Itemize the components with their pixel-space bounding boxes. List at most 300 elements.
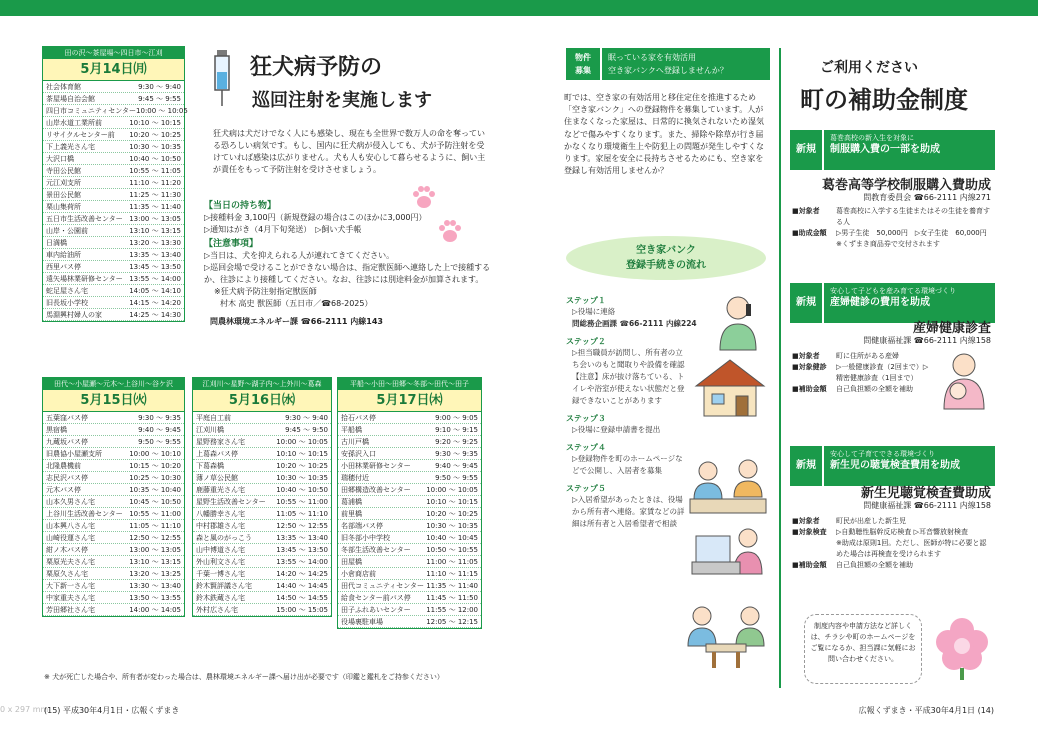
venue-time: 13:00 ～ 13:05 bbox=[129, 215, 181, 223]
venue-time: 13:00 ～ 13:05 bbox=[129, 546, 181, 554]
schedule-row bbox=[43, 520, 184, 532]
venue-time: 10:30 ～ 10:35 bbox=[426, 522, 478, 530]
subsidy-title: 葛巻高等学校制服購入費助成 bbox=[821, 178, 991, 193]
flower-mascot-icon bbox=[930, 612, 994, 682]
detail-row bbox=[792, 351, 932, 362]
subsidy-header bbox=[824, 446, 995, 486]
rabies-subtitle: 巡回注射を実施します bbox=[252, 90, 432, 111]
akiya-title-line: 空き家バンクへ登録しませんか？ bbox=[608, 66, 728, 75]
venue-name: 旧農協小屋瀬支所 bbox=[46, 450, 102, 458]
venue-name: 元木バス停 bbox=[46, 486, 81, 494]
detail-key: ■対象者 bbox=[792, 352, 820, 360]
schedule-row bbox=[43, 117, 184, 129]
akiya-bank-badge bbox=[566, 236, 766, 280]
venue-name: 平船橋 bbox=[341, 426, 362, 434]
schedule-may17 bbox=[337, 377, 482, 629]
venue-time: 14:20 ～ 14:25 bbox=[276, 570, 328, 578]
subsidy-subline: 安心して子育てできる環境づくり bbox=[830, 450, 935, 458]
akiya-title bbox=[602, 48, 770, 80]
venue-time: 10:20 ～ 10:25 bbox=[426, 510, 478, 518]
schedule-row bbox=[43, 273, 184, 285]
detail-row bbox=[792, 560, 992, 571]
venue-name: 山岸・公園前 bbox=[46, 227, 88, 235]
venue-name: 九蔵坂バス停 bbox=[46, 438, 88, 446]
venue-name: 鹿藤重光さん宅 bbox=[196, 486, 245, 494]
schedule-row bbox=[193, 460, 331, 472]
schedule-row bbox=[43, 165, 184, 177]
venue-name: 鈴木賢評議さん宅 bbox=[196, 582, 252, 590]
bank-line: 空き家バンク bbox=[636, 245, 696, 256]
venue-time: 10:00 ～ 10:05 bbox=[136, 107, 188, 115]
schedule-row bbox=[338, 484, 481, 496]
venue-time: 13:45 ～ 13:50 bbox=[129, 263, 181, 271]
schedule-row bbox=[193, 580, 331, 592]
footer-right: 広報くずまき・平成30年4月1日 (14) bbox=[858, 706, 994, 715]
venue-name: 鈴木鉄蔵さん宅 bbox=[196, 594, 245, 602]
venue-name: 黒宿橋 bbox=[46, 426, 67, 434]
venue-time: 9:10 ～ 9:15 bbox=[435, 426, 478, 434]
subsidy-heading: 町の補助金制度 bbox=[800, 86, 968, 114]
venue-name: 旧長坂小学校 bbox=[46, 299, 88, 307]
note-item: ▷巡回会場で受けることができない場合は、指定獣医師へ連絡した上で接種するか、往診により接種してください。なお、往診には別途料金が加算されます。 bbox=[204, 263, 491, 284]
venue-time: 10:15 ～ 10:20 bbox=[129, 462, 181, 470]
route-header: 江刈川～星野～湖子内～上外川～葛森 bbox=[193, 378, 331, 390]
detail-key: ■対象健診 bbox=[792, 363, 827, 371]
venue-name: 社会体育館 bbox=[46, 83, 81, 91]
detail-value: 自己負担額の全額を補助 bbox=[836, 561, 913, 569]
venue-name: 中家重夫さん宅 bbox=[46, 594, 95, 602]
venue-time: 11:55 ～ 12:00 bbox=[426, 606, 478, 614]
venue-time: 13:10 ～ 13:15 bbox=[129, 227, 181, 235]
schedule-may16 bbox=[192, 377, 332, 617]
venue-time: 11:05 ～ 11:10 bbox=[129, 522, 181, 530]
venue-name: 瑞穂付近 bbox=[341, 474, 369, 482]
venue-time: 9:50 ～ 9:55 bbox=[435, 474, 478, 482]
new-badge: 新規 bbox=[790, 130, 822, 170]
schedule-row bbox=[43, 568, 184, 580]
detail-row bbox=[792, 538, 992, 560]
venue-time: 10:55 ～ 11:00 bbox=[129, 510, 181, 518]
venue-name: 古川戸橋 bbox=[341, 438, 369, 446]
schedule-row bbox=[43, 213, 184, 225]
venue-time: 10:10 ～ 10:15 bbox=[426, 498, 478, 506]
venue-name: 山本興八さん宅 bbox=[46, 522, 95, 530]
schedule-row bbox=[193, 532, 331, 544]
venue-name: 寺田公民館 bbox=[46, 167, 81, 175]
schedule-row bbox=[193, 496, 331, 508]
venue-name: 平庭自工前 bbox=[196, 414, 231, 422]
venue-name: 志民沢バス停 bbox=[46, 474, 88, 482]
bank-line: 登録手続きの流れ bbox=[626, 260, 706, 271]
venue-time: 12:05 ～ 12:15 bbox=[426, 618, 478, 626]
subsidy-contact: 問健康福祉課 ☎66-2111 内線158 bbox=[863, 336, 991, 345]
schedule-row bbox=[193, 544, 331, 556]
step-label: ステップ５ bbox=[566, 484, 606, 493]
detail-value: 葛巻高校に入学する生徒またはその生徒を養育する人 bbox=[836, 207, 990, 226]
schedule-may14 bbox=[42, 46, 188, 322]
route-header: 田代～小屋瀬～元木～上谷川～谷ケ沢 bbox=[43, 378, 184, 390]
venue-name: 前里橋 bbox=[341, 510, 362, 518]
schedule-row bbox=[338, 424, 481, 436]
venue-time: 14:25 ～ 14:30 bbox=[129, 311, 181, 319]
mother-baby-illustration bbox=[936, 349, 992, 411]
top-bar bbox=[0, 0, 1038, 16]
venue-time: 9:50 ～ 9:55 bbox=[138, 438, 181, 446]
venue-time: 13:30 ～ 13:40 bbox=[129, 582, 181, 590]
schedule-row bbox=[338, 412, 481, 424]
detail-key: ■助成金額 bbox=[792, 229, 827, 237]
step-3 bbox=[566, 413, 686, 436]
step-2 bbox=[566, 336, 686, 407]
akiya-tag-line: 募集 bbox=[575, 66, 591, 75]
step-body: ▷役場に登録申請書を提出 bbox=[572, 425, 661, 434]
venue-time: 15:00 ～ 15:05 bbox=[276, 606, 328, 614]
schedule-row bbox=[43, 141, 184, 153]
detail-key: ■対象検査 bbox=[792, 528, 827, 536]
venue-time: 13:35 ～ 13:40 bbox=[276, 534, 328, 542]
subsidy-postnatal bbox=[790, 283, 995, 433]
subsidy-details bbox=[792, 206, 992, 250]
subsidy-header bbox=[824, 130, 995, 170]
venue-name: 小倉商店前 bbox=[341, 570, 376, 578]
detail-value: ▷一般健康診査（2回まで）▷精密健康診査（1回まで） bbox=[836, 363, 929, 382]
schedule-row bbox=[338, 436, 481, 448]
schedule-row bbox=[193, 424, 331, 436]
syringe-icon bbox=[205, 48, 239, 108]
schedule-rows bbox=[43, 81, 188, 321]
venue-name: 五葉窪バス停 bbox=[46, 414, 88, 422]
venue-name: 田子ふれあいセンター bbox=[341, 606, 411, 614]
schedule-row bbox=[43, 472, 184, 484]
schedule-row bbox=[43, 412, 184, 424]
venue-name: 給食センター前バス停 bbox=[341, 594, 411, 602]
subsidy-hearing bbox=[790, 446, 995, 606]
venue-name: 馬淵興村婦人の家 bbox=[46, 311, 102, 319]
venue-time: 10:20 ～ 10:25 bbox=[129, 131, 181, 139]
venue-name: 五日市生活改善センター bbox=[46, 215, 123, 223]
schedule-row bbox=[43, 544, 184, 556]
schedule-rows bbox=[338, 412, 481, 628]
venue-name: 星野務家さん宅 bbox=[196, 438, 245, 446]
schedule-row bbox=[43, 177, 184, 189]
schedule-row bbox=[43, 496, 184, 508]
venue-name: リサイクルセンター前 bbox=[46, 131, 115, 139]
schedule-row bbox=[43, 604, 184, 616]
venue-name: 上葛森バス停 bbox=[196, 450, 238, 458]
venue-time: 10:20 ～ 10:25 bbox=[276, 462, 328, 470]
venue-name: 安孫沢入口 bbox=[341, 450, 376, 458]
subsidy-details bbox=[792, 351, 932, 395]
subsidy-contact: 問教育委員会 ☎66-2111 内線271 bbox=[863, 193, 991, 202]
venue-name: 森と風のがっこう bbox=[196, 534, 252, 542]
rabies-intro: 狂犬病は犬だけでなく人にも感染し、現在も全世界で数万人の命を奪っている恐ろしい病気です。もし、国内に狂犬病が侵入しても、犬が予防注射を受けていれば感染は広がりません。犬も人も安心して暮らせるように、飼い主が責任をもって予防注射を受けさせましょう。 bbox=[213, 129, 486, 174]
note-item: 村木 高史 獣医師（五日市／☎68-2025） bbox=[220, 299, 373, 308]
venue-time: 13:35 ～ 13:40 bbox=[129, 251, 181, 259]
venue-name: 蛇足屋さん宅 bbox=[46, 287, 88, 295]
venue-name: 栗山集荷所 bbox=[46, 203, 81, 211]
rabies-title: 狂犬病予防の bbox=[250, 55, 383, 80]
venue-time: 10:40 ～ 10:50 bbox=[129, 155, 181, 163]
venue-time: 13:55 ～ 14:00 bbox=[129, 275, 181, 283]
venue-time: 14:15 ～ 14:20 bbox=[129, 299, 181, 307]
step-body: ▷入居希望があったときは、役場から所有者へ連絡。家賃などの詳細は所有者と入居希望者で相談 bbox=[572, 495, 685, 528]
schedule-row bbox=[193, 484, 331, 496]
column-divider bbox=[779, 48, 781, 688]
venue-time: 9:45 ～ 9:55 bbox=[138, 95, 181, 103]
schedule-row bbox=[193, 520, 331, 532]
info-bubble: 制度内容や申請方法など詳しくは、チラシや町のホームページをご覧になるか、担当課に気軽にお問い合わせください。 bbox=[804, 614, 922, 684]
akiya-tag-line: 物件 bbox=[575, 53, 591, 62]
venue-time: 9:00 ～ 9:05 bbox=[435, 414, 478, 422]
venue-name: 紺ノ木バス停 bbox=[46, 546, 88, 554]
schedule-row bbox=[193, 604, 331, 616]
venue-name: 日満橋 bbox=[46, 239, 67, 247]
schedule-row bbox=[338, 556, 481, 568]
venue-time: 11:35 ～ 11:40 bbox=[426, 582, 478, 590]
venue-time: 11:10 ～ 11:15 bbox=[426, 570, 478, 578]
detail-row bbox=[792, 516, 992, 527]
venue-time: 13:50 ～ 13:55 bbox=[129, 594, 181, 602]
schedule-row bbox=[43, 297, 184, 309]
schedule-row bbox=[193, 592, 331, 604]
route-header: 田の沢～茶屋場～四日市～江刈 bbox=[43, 47, 184, 59]
new-badge: 新規 bbox=[790, 283, 822, 323]
venue-name: 中村郡雄さん宅 bbox=[196, 522, 245, 530]
venue-time: 14:40 ～ 14:45 bbox=[276, 582, 328, 590]
venue-time: 10:30 ～ 10:35 bbox=[276, 474, 328, 482]
venue-name: 西里バス停 bbox=[46, 263, 81, 271]
schedule-row bbox=[338, 592, 481, 604]
venue-time: 12:50 ～ 12:55 bbox=[276, 522, 328, 530]
step-5 bbox=[566, 483, 686, 530]
venue-time: 14:00 ～ 14:05 bbox=[129, 606, 181, 614]
rabies-footnote: ※ 犬が死亡した場合や、所有者が変わった場合は、農林環境エネルギー課へ届け出が必要です（印鑑と鑑札をご持参ください） bbox=[44, 673, 444, 681]
venue-time: 14:05 ～ 14:10 bbox=[129, 287, 181, 295]
detail-row bbox=[792, 206, 992, 228]
schedule-date: 5月14日㈪ bbox=[43, 59, 184, 81]
venue-time: 9:40 ～ 9:45 bbox=[138, 426, 181, 434]
schedule-row bbox=[338, 496, 481, 508]
venue-name: 遠矢場林業研修センター bbox=[46, 275, 123, 283]
detail-key bbox=[792, 538, 836, 560]
schedule-row bbox=[43, 484, 184, 496]
schedule-row bbox=[193, 472, 331, 484]
schedule-row bbox=[43, 285, 184, 297]
detail-value: 町に住所がある産婦 bbox=[836, 352, 899, 360]
schedule-row bbox=[43, 556, 184, 568]
schedule-rows bbox=[193, 412, 331, 616]
detail-row bbox=[792, 239, 992, 250]
venue-name: 四日市コミュニティセンター bbox=[46, 107, 137, 115]
schedule-row bbox=[338, 460, 481, 472]
detail-row bbox=[792, 527, 992, 538]
akiya-title-line: 眠っている家を有効活用 bbox=[608, 53, 696, 62]
venue-time: 10:45 ～ 10:50 bbox=[129, 498, 181, 506]
venue-time: 13:10 ～ 13:15 bbox=[129, 558, 181, 566]
venue-time: 13:20 ～ 13:30 bbox=[129, 239, 181, 247]
akiya-steps bbox=[566, 295, 697, 530]
venue-name: 大沢口橋 bbox=[46, 155, 74, 163]
detail-row bbox=[792, 228, 992, 239]
schedule-row bbox=[193, 436, 331, 448]
venue-name: 拾石バス停 bbox=[341, 414, 376, 422]
schedule-row bbox=[338, 616, 481, 628]
venue-time: 14:50 ～ 14:55 bbox=[276, 594, 328, 602]
schedule-row bbox=[43, 129, 184, 141]
schedule-row bbox=[338, 568, 481, 580]
schedule-row bbox=[43, 201, 184, 213]
schedule-row bbox=[43, 424, 184, 436]
subsidy-heading-small: ご利用ください bbox=[820, 60, 918, 76]
subsidy-mainline: 産婦健診の費用を助成 bbox=[830, 297, 930, 308]
route-header: 平船～小田～田郷～冬部～田代～田子 bbox=[338, 378, 481, 390]
step-contact: 問総務企画課 ☎66-2111 内線224 bbox=[572, 319, 697, 328]
venue-time: 9:20 ～ 9:25 bbox=[435, 438, 478, 446]
detail-value: ※助成は原則1回。ただし、医師が特に必要と認めた場合は再検査を受けられます bbox=[836, 539, 987, 558]
venue-time: 11:00 ～ 11:05 bbox=[426, 558, 478, 566]
schedule-row bbox=[338, 508, 481, 520]
venue-name: 山本久男さん宅 bbox=[46, 498, 95, 506]
schedule-row bbox=[43, 448, 184, 460]
step-label: ステップ３ bbox=[566, 414, 606, 423]
subsidy-mainline: 新生児の聴覚検査費用を助成 bbox=[830, 460, 960, 471]
venue-name: 栗原久さん宅 bbox=[46, 570, 88, 578]
venue-name: 田屋橋 bbox=[341, 558, 362, 566]
detail-key: ■対象者 bbox=[792, 517, 820, 525]
venue-name: 名部端バス停 bbox=[341, 522, 383, 530]
venue-name: 栗原光夫さん宅 bbox=[46, 558, 95, 566]
schedule-row bbox=[43, 460, 184, 472]
venue-name: 山崎役運さん宅 bbox=[46, 534, 95, 542]
venue-time: 10:30 ～ 10:35 bbox=[129, 143, 181, 151]
venue-name: 山中博道さん宅 bbox=[196, 546, 245, 554]
venue-name: 千葉一博さん宅 bbox=[196, 570, 245, 578]
schedule-may15 bbox=[42, 377, 185, 617]
detail-row bbox=[792, 362, 932, 384]
venue-name: 景田公民館 bbox=[46, 191, 81, 199]
venue-time: 10:55 ～ 11:00 bbox=[276, 498, 328, 506]
schedule-row bbox=[338, 580, 481, 592]
note-item: ▷当日は、犬を抑えられる人が連れてきてください。 bbox=[204, 251, 395, 260]
rabies-contact: 問農林環境エネルギー課 ☎66-2111 内線143 bbox=[210, 317, 383, 326]
venue-time: 10:00 ～ 10:05 bbox=[426, 486, 478, 494]
venue-time: 10:50 ～ 10:55 bbox=[426, 546, 478, 554]
person-phone-illustration bbox=[712, 292, 764, 350]
schedule-row bbox=[43, 237, 184, 249]
page-size-label: 0 x 297 mm bbox=[0, 705, 49, 714]
detail-value: 自己負担額の全額を補助 bbox=[836, 385, 913, 393]
note-item: ※狂犬病予防注射指定獣医師 bbox=[214, 287, 317, 296]
venue-name: 小田林業研修センター bbox=[341, 462, 411, 470]
venue-time: 9:30 ～ 9:40 bbox=[138, 83, 181, 91]
venue-name: 山岸水道工業所前 bbox=[46, 119, 102, 127]
schedule-row bbox=[193, 448, 331, 460]
schedule-row bbox=[193, 508, 331, 520]
detail-key bbox=[792, 239, 836, 250]
schedule-row bbox=[43, 309, 184, 321]
schedule-row bbox=[338, 532, 481, 544]
venue-name: 薄ノ草公民館 bbox=[196, 474, 238, 482]
schedule-row bbox=[43, 153, 184, 165]
venue-time: 10:40 ～ 10:50 bbox=[276, 486, 328, 494]
venue-name: 江刈川橋 bbox=[196, 426, 224, 434]
akiya-intro: 町では、空き家の有効活用と移住定住を推進するため「空き家バンク」への登録物件を募集しています。人が住まなくなった家屋は、日常的に換気されないため湿気などで傷みやすくなります。また、掃除や除草が行き届かなくなり環境衛生上や防犯上の問題が発生しやすくなります。家屋を安全に長持ちさせるためにも、空き家を登録し有効活用しませんか？ bbox=[564, 93, 764, 176]
computer-illustration bbox=[690, 522, 770, 578]
venue-time: 11:45 ～ 11:50 bbox=[426, 594, 478, 602]
subsidy-mainline: 制服購入費の一部を助成 bbox=[830, 144, 940, 155]
step-label: ステップ４ bbox=[566, 443, 606, 452]
step-label: ステップ１ bbox=[566, 296, 606, 305]
venue-name: 外村広さん宅 bbox=[196, 606, 238, 614]
schedule-row bbox=[43, 81, 184, 93]
venue-time: 13:20 ～ 13:25 bbox=[129, 570, 181, 578]
schedule-row bbox=[43, 592, 184, 604]
schedule-row bbox=[43, 580, 184, 592]
counter-illustration bbox=[688, 455, 768, 515]
venue-name: 上谷川生活改善センター bbox=[46, 510, 123, 518]
schedule-row bbox=[43, 532, 184, 544]
venue-name: 星野生活改善センター bbox=[196, 498, 266, 506]
bring-item: ▷接種料金 3,100円（新規登録の場合はこのほかに3,000円） bbox=[204, 213, 427, 222]
venue-time: 12:50 ～ 12:55 bbox=[129, 534, 181, 542]
venue-name: 冬部生活改善センター bbox=[341, 546, 411, 554]
step-body: ▷担当職員が訪問し、所有者の立ち会いのもと聞取りや設備を確認【注意】床が抜け落ちている、トイレや浴室が使えない状態だと登録できないことがあります bbox=[572, 348, 685, 405]
detail-value: 町民が出産した新生児 bbox=[836, 517, 906, 525]
bring-heading: 【当日の持ち物】 bbox=[204, 201, 277, 211]
schedule-row bbox=[43, 436, 184, 448]
detail-value: ▷男子生徒 50,000円 ▷女子生徒 60,000円 bbox=[836, 229, 987, 237]
subsidy-contact: 問健康福祉課 ☎66-2111 内線158 bbox=[863, 501, 991, 510]
schedule-date: 5月17日㈭ bbox=[338, 390, 481, 412]
detail-row bbox=[792, 384, 932, 395]
venue-name: 田代コミュニティセンター bbox=[341, 582, 425, 590]
venue-name: 外山利文さん宅 bbox=[196, 558, 245, 566]
venue-name: 車内給油所 bbox=[46, 251, 81, 259]
venue-time: 10:25 ～ 10:30 bbox=[129, 474, 181, 482]
venue-time: 11:10 ～ 11:20 bbox=[129, 179, 181, 187]
step-1 bbox=[566, 295, 697, 330]
bring-item: ▷通知はがき（4月下旬発送） ▷飼い犬手帳 bbox=[204, 225, 362, 234]
schedule-date: 5月15日㈫ bbox=[43, 390, 184, 412]
subsidy-subline: 葛巻高校の新入生を対象に bbox=[830, 134, 914, 142]
venue-time: 10:40 ～ 10:45 bbox=[426, 534, 478, 542]
schedule-row bbox=[338, 472, 481, 484]
rabies-info bbox=[204, 200, 494, 328]
venue-name: 役場裏駐車場 bbox=[341, 618, 383, 626]
venue-time: 11:05 ～ 11:10 bbox=[276, 510, 328, 518]
venue-name: 下葛森橋 bbox=[196, 462, 224, 470]
venue-time: 11:35 ～ 11:40 bbox=[129, 203, 181, 211]
schedule-row bbox=[43, 93, 184, 105]
venue-time: 9:45 ～ 9:50 bbox=[285, 426, 328, 434]
detail-value: ▷自動聴性脳幹反応検査 ▷耳音響放射検査 bbox=[836, 528, 968, 536]
detail-value: ※くずまき商品券で交付されます bbox=[836, 240, 940, 248]
schedule-row bbox=[43, 249, 184, 261]
step-body: ▷登録物件を町のホームページなどで公開し、入居者を募集 bbox=[572, 454, 683, 475]
subsidy-details bbox=[792, 516, 992, 571]
venue-name: 元江刈支所 bbox=[46, 179, 81, 187]
schedule-row bbox=[338, 448, 481, 460]
venue-name: 大下新一さん宅 bbox=[46, 582, 95, 590]
subsidy-subline: 安心して子どもを産み育てる環境づくり bbox=[830, 287, 956, 295]
schedule-rows bbox=[43, 412, 184, 616]
schedule-row bbox=[43, 225, 184, 237]
schedule-row bbox=[43, 261, 184, 273]
schedule-date: 5月16日㈬ bbox=[193, 390, 331, 412]
venue-name: 八幡勝幸さん宅 bbox=[196, 510, 245, 518]
new-badge: 新規 bbox=[790, 446, 822, 486]
step-4 bbox=[566, 442, 686, 477]
